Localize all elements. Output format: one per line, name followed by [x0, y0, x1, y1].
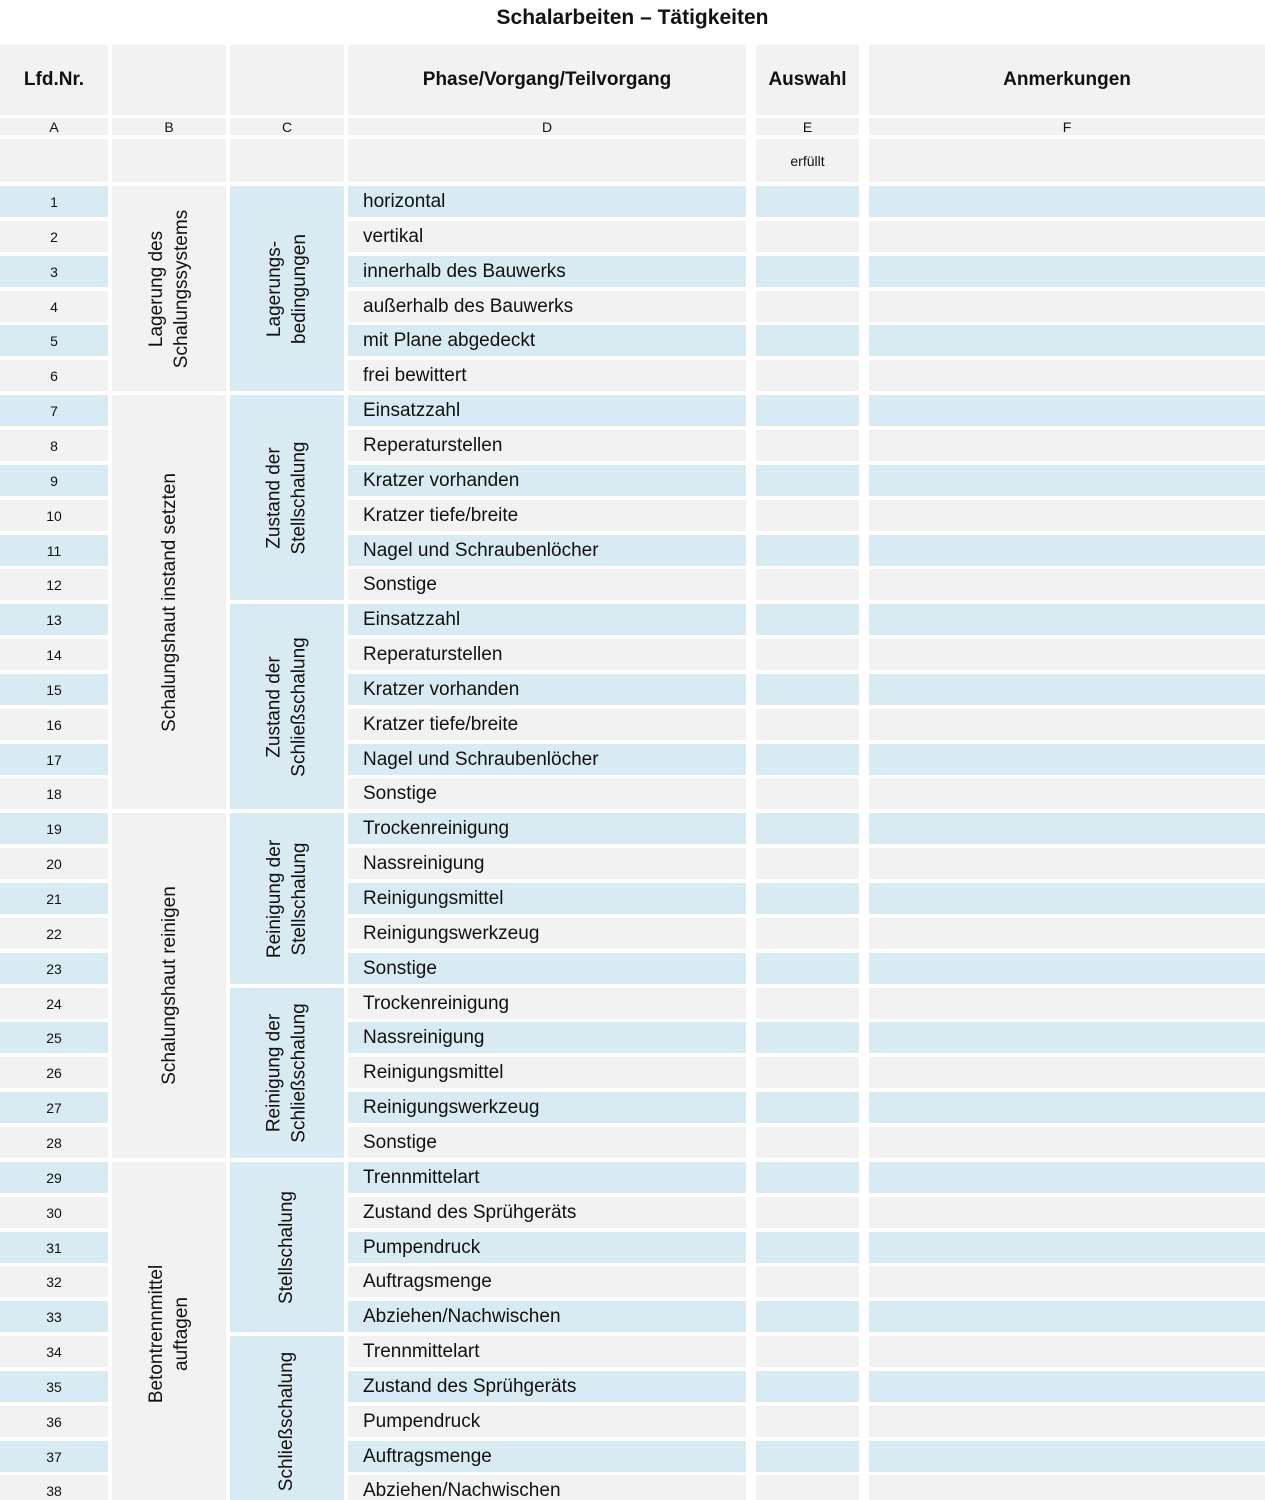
- subphase-group-label: Reinigung der Stellschalung: [264, 839, 310, 958]
- subphase-group: [230, 186, 344, 391]
- row-activity: Nassreinigung: [348, 1022, 746, 1053]
- row-number: 9: [0, 465, 108, 496]
- row-selection-cell: [756, 709, 859, 740]
- subphase-group-label: Lagerungs- bedingungen: [263, 233, 310, 344]
- row-remarks-cell: [869, 221, 1265, 252]
- row-selection-cell: [756, 1371, 859, 1402]
- row-activity: Kratzer vorhanden: [348, 465, 746, 496]
- row-remarks-cell: [869, 1197, 1265, 1228]
- column-letter-d: D: [348, 118, 746, 135]
- column-letter-f: F: [869, 118, 1265, 135]
- row-number: 13: [0, 604, 108, 635]
- row-selection-cell: [756, 569, 859, 600]
- row-number: 8: [0, 430, 108, 461]
- row-activity: Sonstige: [348, 1127, 746, 1158]
- row-activity: innerhalb des Bauwerks: [348, 256, 746, 287]
- row-remarks-cell: [869, 1441, 1265, 1472]
- row-remarks-cell: [869, 604, 1265, 635]
- row-remarks-cell: [869, 291, 1265, 322]
- row-selection-cell: [756, 639, 859, 670]
- row-activity: Trockenreinigung: [348, 988, 746, 1019]
- subheader-erfuellt: erfüllt: [756, 139, 859, 182]
- row-selection-cell: [756, 813, 859, 844]
- row-number: 15: [0, 674, 108, 705]
- row-selection-cell: [756, 918, 859, 949]
- row-number: 2: [0, 221, 108, 252]
- row-remarks-cell: [869, 500, 1265, 531]
- column-letter-b: B: [112, 118, 226, 135]
- row-activity: Nassreinigung: [348, 848, 746, 879]
- phase-group-label: Schalungshaut instand setzten: [158, 472, 180, 732]
- row-activity: Zustand des Sprühgeräts: [348, 1371, 746, 1402]
- row-remarks-cell: [869, 1475, 1265, 1500]
- row-remarks-cell: [869, 639, 1265, 670]
- row-selection-cell: [756, 256, 859, 287]
- row-remarks-cell: [869, 1266, 1265, 1297]
- row-number: 38: [0, 1475, 108, 1500]
- row-number: 21: [0, 883, 108, 914]
- row-number: 33: [0, 1301, 108, 1332]
- row-activity: Auftragsmenge: [348, 1266, 746, 1297]
- subheader-col-a: [0, 139, 108, 182]
- row-selection-cell: [756, 395, 859, 426]
- row-selection-cell: [756, 883, 859, 914]
- row-number: 1: [0, 186, 108, 217]
- row-activity: Sonstige: [348, 953, 746, 984]
- row-number: 18: [0, 778, 108, 809]
- row-selection-cell: [756, 1197, 859, 1228]
- subphase-group-label: Schließschalung: [276, 1351, 298, 1491]
- row-selection-cell: [756, 221, 859, 252]
- subphase-group: [230, 988, 344, 1158]
- row-activity: Zustand des Sprühgeräts: [348, 1197, 746, 1228]
- row-selection-cell: [756, 1301, 859, 1332]
- subphase-group-label: Zustand der Schließschalung: [264, 636, 311, 777]
- row-activity: Kratzer vorhanden: [348, 674, 746, 705]
- row-activity: Reperaturstellen: [348, 639, 746, 670]
- phase-group-label: Lagerung des Schalungssystems: [146, 209, 192, 368]
- subphase-group: [230, 604, 344, 809]
- row-activity: Kratzer tiefe/breite: [348, 709, 746, 740]
- row-number: 37: [0, 1441, 108, 1472]
- row-activity: Auftragsmenge: [348, 1441, 746, 1472]
- phase-group: [112, 186, 226, 391]
- subheader-col-f: [869, 139, 1265, 182]
- row-activity: horizontal: [348, 186, 746, 217]
- row-selection-cell: [756, 1266, 859, 1297]
- row-selection-cell: [756, 1022, 859, 1053]
- row-number: 34: [0, 1336, 108, 1367]
- row-activity: Reinigungswerkzeug: [348, 1092, 746, 1123]
- subheader-col-d: [348, 139, 746, 182]
- row-number: 12: [0, 569, 108, 600]
- row-remarks-cell: [869, 430, 1265, 461]
- row-selection-cell: [756, 1162, 859, 1193]
- row-number: 28: [0, 1127, 108, 1158]
- row-remarks-cell: [869, 186, 1265, 217]
- row-activity: Reinigungsmittel: [348, 1057, 746, 1088]
- row-selection-cell: [756, 1475, 859, 1500]
- row-activity: Einsatzzahl: [348, 395, 746, 426]
- phase-group: [112, 395, 226, 809]
- subphase-group-label: Stellschalung: [276, 1190, 298, 1304]
- header-col-b: [112, 45, 226, 115]
- row-selection-cell: [756, 1127, 859, 1158]
- row-activity: Nagel und Schraubenlöcher: [348, 744, 746, 775]
- subphase-group: [230, 1162, 344, 1332]
- row-remarks-cell: [869, 360, 1265, 391]
- row-remarks-cell: [869, 988, 1265, 1019]
- row-selection-cell: [756, 1336, 859, 1367]
- row-activity: Sonstige: [348, 778, 746, 809]
- subheader-col-b: [112, 139, 226, 182]
- phase-group-label: Schalungshaut reinigen: [158, 886, 180, 1085]
- row-selection-cell: [756, 953, 859, 984]
- row-selection-cell: [756, 988, 859, 1019]
- row-remarks-cell: [869, 1336, 1265, 1367]
- row-selection-cell: [756, 1057, 859, 1088]
- row-remarks-cell: [869, 256, 1265, 287]
- row-number: 35: [0, 1371, 108, 1402]
- row-remarks-cell: [869, 1162, 1265, 1193]
- row-remarks-cell: [869, 1371, 1265, 1402]
- row-number: 31: [0, 1232, 108, 1263]
- row-number: 3: [0, 256, 108, 287]
- row-remarks-cell: [869, 813, 1265, 844]
- subheader-col-c: [230, 139, 344, 182]
- row-selection-cell: [756, 430, 859, 461]
- row-number: 32: [0, 1266, 108, 1297]
- row-remarks-cell: [869, 744, 1265, 775]
- row-number: 36: [0, 1406, 108, 1437]
- header-auswahl: Auswahl: [756, 45, 859, 115]
- row-activity: Reinigungswerkzeug: [348, 918, 746, 949]
- subphase-group: [230, 1336, 344, 1500]
- row-remarks-cell: [869, 848, 1265, 879]
- row-number: 24: [0, 988, 108, 1019]
- row-activity: Einsatzzahl: [348, 604, 746, 635]
- header-anmerkungen: Anmerkungen: [869, 45, 1265, 115]
- row-remarks-cell: [869, 1057, 1265, 1088]
- row-number: 23: [0, 953, 108, 984]
- row-remarks-cell: [869, 535, 1265, 566]
- subphase-group: [230, 395, 344, 600]
- phase-group: [112, 1162, 226, 1500]
- row-remarks-cell: [869, 1092, 1265, 1123]
- row-selection-cell: [756, 325, 859, 356]
- row-activity: außerhalb des Bauwerks: [348, 291, 746, 322]
- row-number: 14: [0, 639, 108, 670]
- row-number: 17: [0, 744, 108, 775]
- row-number: 25: [0, 1022, 108, 1053]
- subphase-group-label: Reinigung der Schließschalung: [264, 1003, 311, 1143]
- row-activity: Reperaturstellen: [348, 430, 746, 461]
- header-phase: Phase/Vorgang/Teilvorgang: [348, 45, 746, 115]
- row-activity: vertikal: [348, 221, 746, 252]
- phase-group: [112, 813, 226, 1158]
- row-number: 10: [0, 500, 108, 531]
- row-remarks-cell: [869, 674, 1265, 705]
- row-number: 6: [0, 360, 108, 391]
- row-selection-cell: [756, 1092, 859, 1123]
- row-number: 22: [0, 918, 108, 949]
- row-number: 4: [0, 291, 108, 322]
- row-activity: Trennmittelart: [348, 1162, 746, 1193]
- row-selection-cell: [756, 535, 859, 566]
- row-number: 5: [0, 325, 108, 356]
- row-activity: Trennmittelart: [348, 1336, 746, 1367]
- row-remarks-cell: [869, 918, 1265, 949]
- row-activity: Trockenreinigung: [348, 813, 746, 844]
- row-selection-cell: [756, 465, 859, 496]
- row-activity: Sonstige: [348, 569, 746, 600]
- row-selection-cell: [756, 291, 859, 322]
- row-activity: Nagel und Schraubenlöcher: [348, 535, 746, 566]
- row-activity: frei bewittert: [348, 360, 746, 391]
- row-remarks-cell: [869, 1301, 1265, 1332]
- row-selection-cell: [756, 674, 859, 705]
- row-number: 26: [0, 1057, 108, 1088]
- row-activity: Pumpendruck: [348, 1232, 746, 1263]
- row-number: 7: [0, 395, 108, 426]
- row-number: 20: [0, 848, 108, 879]
- row-activity: mit Plane abgedeckt: [348, 325, 746, 356]
- subphase-group-label: Zustand der Stellschalung: [264, 440, 310, 555]
- row-remarks-cell: [869, 465, 1265, 496]
- row-selection-cell: [756, 1406, 859, 1437]
- row-number: 29: [0, 1162, 108, 1193]
- row-activity: Kratzer tiefe/breite: [348, 500, 746, 531]
- page-title: Schalarbeiten – Tätigkeiten: [496, 6, 769, 29]
- row-remarks-cell: [869, 325, 1265, 356]
- row-remarks-cell: [869, 883, 1265, 914]
- row-selection-cell: [756, 604, 859, 635]
- row-selection-cell: [756, 186, 859, 217]
- phase-group-label: Betontrennmittel auftagen: [146, 1264, 193, 1404]
- header-lfd-nr: Lfd.Nr.: [0, 45, 108, 115]
- column-letter-c: C: [230, 118, 344, 135]
- row-remarks-cell: [869, 1022, 1265, 1053]
- row-selection-cell: [756, 1232, 859, 1263]
- row-remarks-cell: [869, 953, 1265, 984]
- row-remarks-cell: [869, 1232, 1265, 1263]
- row-remarks-cell: [869, 569, 1265, 600]
- column-letter-a: A: [0, 118, 108, 135]
- row-remarks-cell: [869, 778, 1265, 809]
- row-selection-cell: [756, 744, 859, 775]
- row-number: 27: [0, 1092, 108, 1123]
- row-selection-cell: [756, 500, 859, 531]
- row-activity: Abziehen/Nachwischen: [348, 1475, 746, 1500]
- row-activity: Abziehen/Nachwischen: [348, 1301, 746, 1332]
- subphase-group: [230, 813, 344, 984]
- row-remarks-cell: [869, 395, 1265, 426]
- row-selection-cell: [756, 848, 859, 879]
- row-remarks-cell: [869, 1406, 1265, 1437]
- row-number: 19: [0, 813, 108, 844]
- row-selection-cell: [756, 360, 859, 391]
- row-number: 16: [0, 709, 108, 740]
- header-col-c: [230, 45, 344, 115]
- row-number: 11: [0, 535, 108, 566]
- row-remarks-cell: [869, 1127, 1265, 1158]
- row-activity: Reinigungsmittel: [348, 883, 746, 914]
- row-number: 30: [0, 1197, 108, 1228]
- row-activity: Pumpendruck: [348, 1406, 746, 1437]
- row-remarks-cell: [869, 709, 1265, 740]
- row-selection-cell: [756, 778, 859, 809]
- column-letter-e: E: [756, 118, 859, 135]
- row-selection-cell: [756, 1441, 859, 1472]
